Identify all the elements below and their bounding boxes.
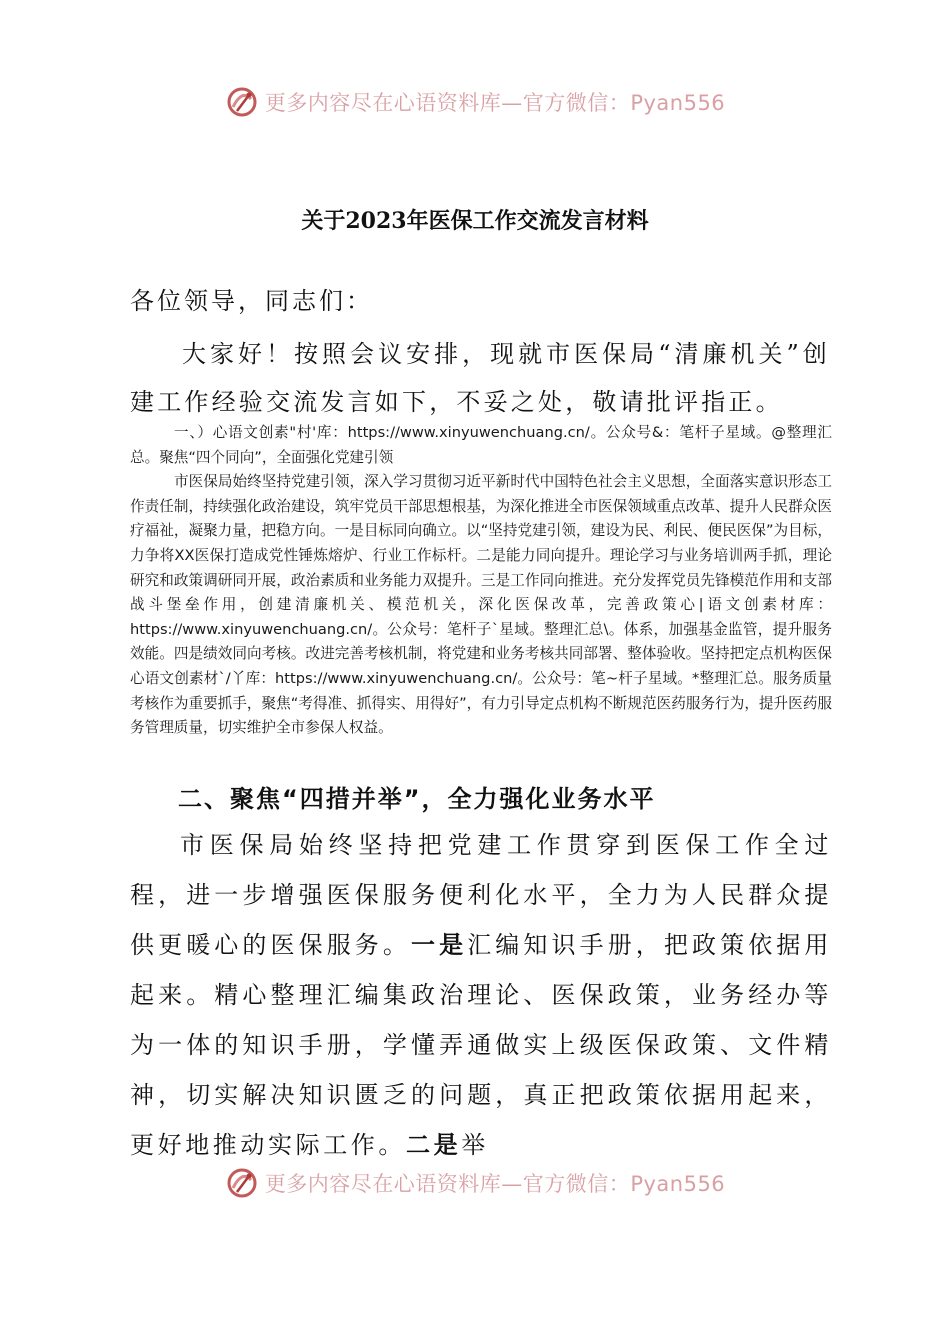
banner-wechat-id: Pyan556 <box>630 1172 726 1196</box>
banner-text: 更多内容尽在心语资料库—官方微信：Pyan556 <box>264 91 726 115</box>
section-two-text-1: 市医保局始终坚持把党建工作贯穿到医保工作全过程，进一步增强医保服务便利化水平，全力为人民群众提供更暖心的医保服务。 <box>130 831 832 959</box>
section-two-bold-2: 二是 <box>406 1130 462 1159</box>
banner-wechat-id: Pyan556 <box>630 91 726 115</box>
section-two-text-2: 汇编知识手册，把政策依据用起来。精心整理汇编集政治理论、医保政策，业务经办等为一体的知识手册，学懂弄通做实上级医保政策、文件精神，切实解决知识匮乏的问题，真正把政策依据用起来，更好地推动实际工作。 <box>130 931 832 1159</box>
banner-text: 更多内容尽在心语资料库—官方微信：Pyan556 <box>264 1172 726 1196</box>
section-one-heading: 一、）心语文创素"村'库：https://www.xinyuwenchuang.cn/。公众号&：笔杆子星域。@整理汇总。聚焦“四个同向”，全面强化党建引领 <box>130 424 832 466</box>
swirl-logo-icon <box>225 85 259 119</box>
header-watermark-banner <box>0 82 950 122</box>
page-title: 关于2023年医保工作交流发言材料 <box>301 208 649 234</box>
section-one-block <box>130 421 832 741</box>
section-one-paragraph: 市医保局始终坚持党建引领，深入学习贯彻习近平新时代中国特色社会主义思想，全面落实意识形态工作责任制，持续强化政治建设，筑牢党员干部思想根基，为深化推进全市医保领域重点改革、提升人民群众医疗福祉，凝聚力量，把稳方向。一是目标同向确立。以“坚持党建引领，建设为民、利民、便民医保”为目标，力争将XX医保打造成党性锤炼熔炉、行业工作标杆。二是能力同向提升。理论学习与业务培训两手抓，理论研究和政策调研同开展，政治素质和业务能力双提升。三是工作同向推进。充分发挥党员先锋模范作用和支部战斗堡垒作用，创建清廉机关、模范机关，深化医保改革，完善政策心|语文创素材库：https://www.xinyuwenchuang.cn/。公众号：笔杆子`星域。整理汇总\。体系，加强基金监管，提升服务效能。四是绩效同向考核。改进完善考核机制，将党建和业务考核共同部署、整体验收。坚持把定点机构医保心语文创素材`/丫库：https://www.xinyuwenchuang.cn/。公众号：笔~杆子星域。*整理汇总。服务质量考核作为重要抓手，聚焦“考得准、抓得实、用得好”，有力引导定点机构不断规范医药服务行为，提升医药服务管理质量，切实维护全市参保人权益。 <box>130 473 832 737</box>
section-two-heading: 二、聚焦“四措并举”，全力强化业务水平 <box>178 785 656 813</box>
footer-watermark-banner <box>0 1163 950 1203</box>
swirl-logo-icon <box>225 1166 259 1200</box>
section-two-paragraph <box>130 820 832 1170</box>
intro-paragraph: 大家好！按照会议安排，现就市医保局“清廉机关”创建工作经验交流发言如下，不妥之处，敬请批评指正。 <box>130 340 830 416</box>
section-two-text-3: 举 <box>461 1131 489 1159</box>
salutation: 各位领导，同志们： <box>130 287 373 315</box>
section-two-bold-1: 一是 <box>411 930 468 959</box>
